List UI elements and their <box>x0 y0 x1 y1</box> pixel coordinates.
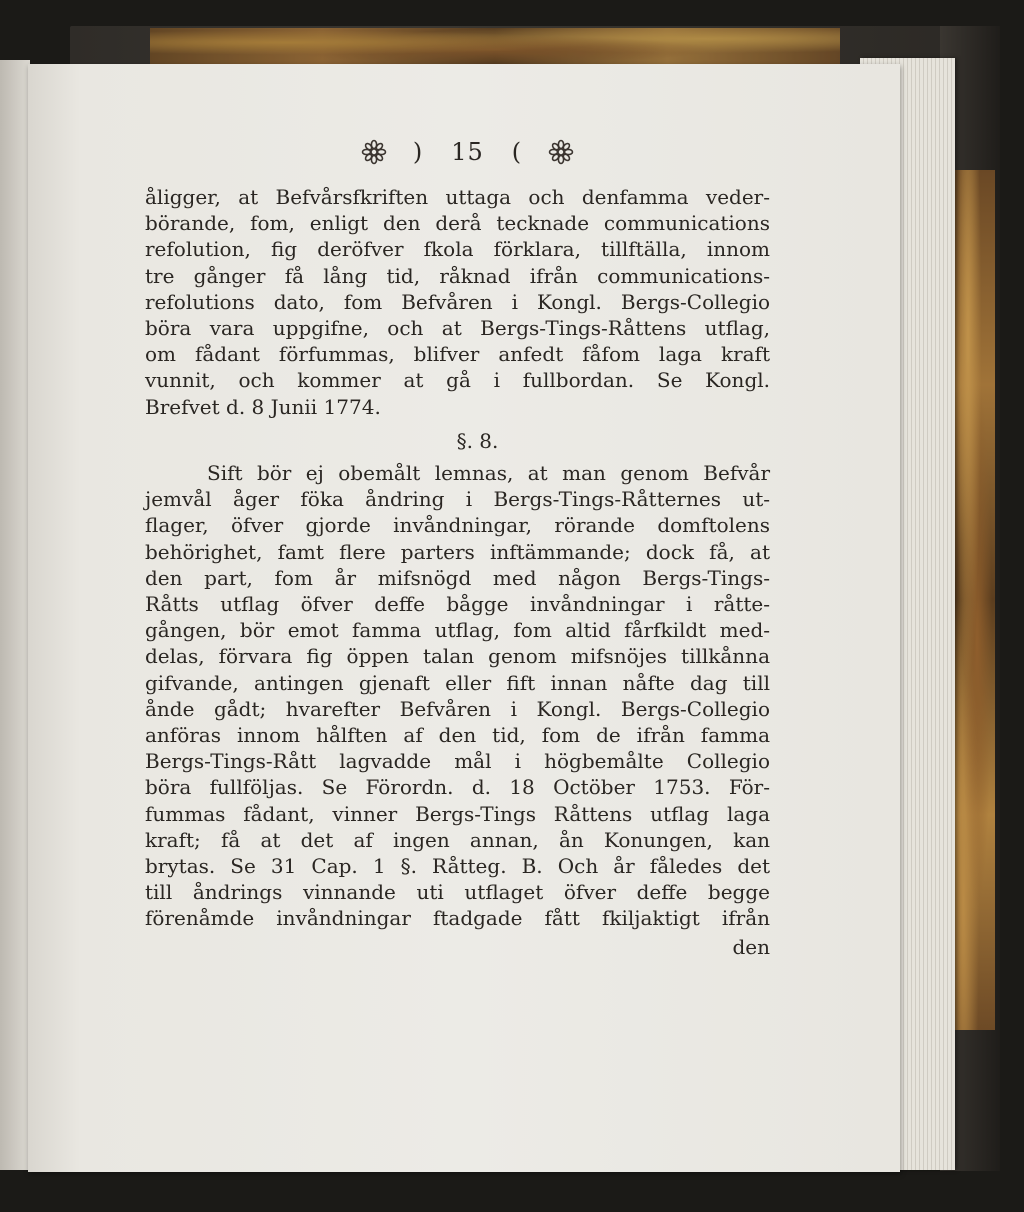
page-number-suffix: ( <box>511 138 523 166</box>
catchword: den <box>732 934 770 959</box>
paragraph-1 <box>145 184 770 420</box>
text-line: den part, fom år mifsnögd med någon Bergs-Tings- <box>145 565 770 590</box>
paragraph-2 <box>145 460 770 932</box>
text-line: till åndrings vinnande uti utflaget öfver deffe begge <box>145 880 770 905</box>
page-number: 15 <box>451 138 484 166</box>
page-content <box>145 128 770 960</box>
text-line: brytas. Se 31 Cap. 1 §. Råtteg. B. Och år fåledes det <box>145 854 770 879</box>
text-line: Råtts utflag öfver deffe bågge invåndningar i råtte- <box>145 592 770 617</box>
rosette-ornament-icon <box>361 139 387 165</box>
text-line: Brefvet d. 8 Junii 1774. <box>145 394 381 419</box>
text-line: gifvande, antingen gjenaft eller fift innan nåfte dag till <box>145 670 770 695</box>
facing-page-edge <box>0 60 30 1170</box>
text-line: om fådant förfummas, blifver anfedt fåfom laga kraft <box>145 342 770 367</box>
page-number-group <box>413 138 522 166</box>
text-line: börande, fom, enligt den derå tecknade communications <box>145 211 770 236</box>
section-heading: §. 8. <box>456 428 499 453</box>
rosette-ornament-icon <box>548 139 574 165</box>
page-number-prefix: ) <box>412 138 424 166</box>
marbled-cover-edge-right <box>950 170 995 1030</box>
text-line: behörighet, famt flere parters inftämmande; dock få, at <box>145 539 770 564</box>
text-line: jemvål åger föka åndring i Bergs-Tings-Råtternes ut- <box>145 487 770 512</box>
page-header <box>165 128 770 176</box>
text-line: fummas fådant, vinner Bergs-Tings Råttens utflag laga <box>145 801 770 826</box>
text-line: förenåmde invåndningar ftadgade fått fkiljaktigt ifrån <box>145 906 770 931</box>
marbled-cover-edge-top <box>150 28 840 64</box>
text-line: kraft; få at det af ingen annan, ån Konungen, kan <box>145 827 770 852</box>
text-line: ånde gådt; hvarefter Befvåren i Kongl. Bergs-Collegio <box>145 696 770 721</box>
text-line: åligger, at Befvårsfkriften uttaga och denfamma veder- <box>145 185 770 209</box>
text-line: tre gånger få lång tid, råknad ifrån communications- <box>145 263 770 288</box>
text-line: refolutions dato, fom Befvåren i Kongl. Bergs-Collegio <box>145 289 770 314</box>
text-line: vunnit, och kommer at gå i fullbordan. Se Kongl. <box>145 368 770 393</box>
text-line: böra fullföljas. Se Förordn. d. 18 Octöber 1753. För- <box>145 775 770 800</box>
text-line: Sift bör ej obemålt lemnas, at man genom Befvår <box>207 461 770 486</box>
text-line: gången, bör emot famma utflag, fom altid fårfkildt med- <box>145 618 770 643</box>
text-line: anföras innom hålften af den tid, fom de ifrån famma <box>145 723 770 748</box>
text-line: delas, förvara fig öppen talan genom mifsnöjes tillkånna <box>145 644 770 669</box>
text-line: böra vara uppgifne, och at Bergs-Tings-Råttens utflag, <box>145 316 770 341</box>
text-line: Bergs-Tings-Rått lagvadde mål i högbemålte Collegio <box>145 749 770 774</box>
text-line: refolution, fig deröfver fkola förklara, tillftälla, innom <box>145 237 770 262</box>
text-line: flager, öfver gjorde invåndningar, rörande domftolens <box>145 513 770 538</box>
